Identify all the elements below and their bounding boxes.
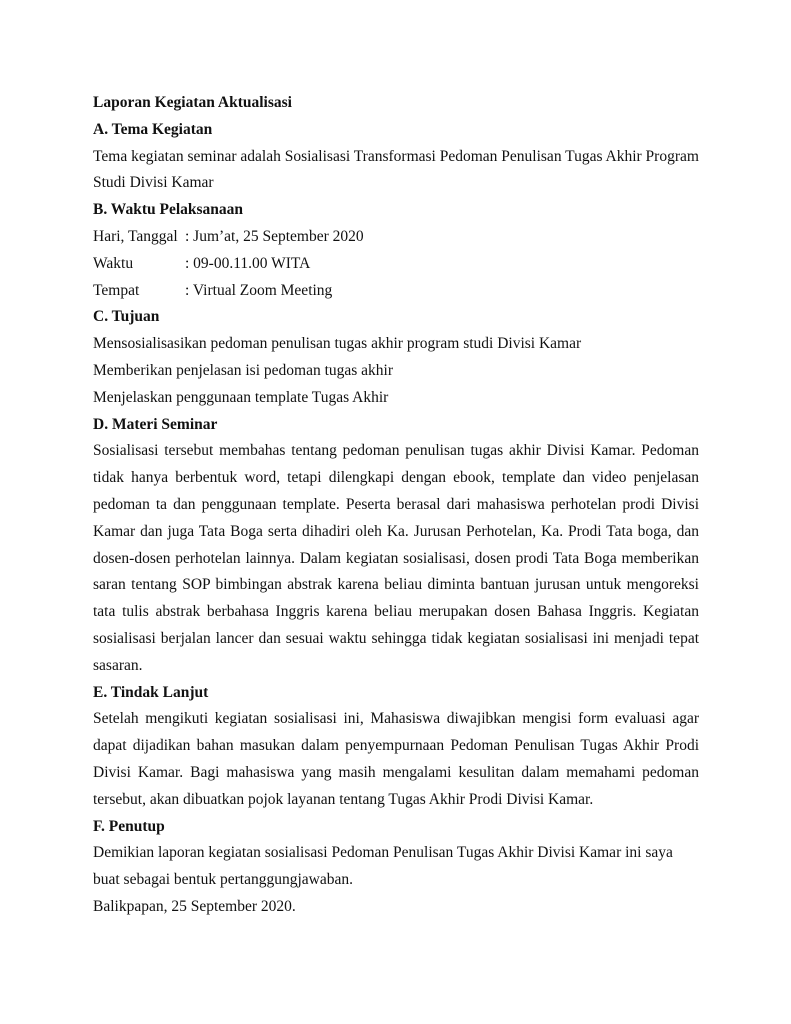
section-e-heading: E. Tindak Lanjut — [93, 683, 209, 701]
section-b-heading: B. Waktu Pelaksanaan — [93, 201, 244, 219]
document-page — [93, 90, 699, 921]
schedule-row-time — [93, 251, 699, 278]
schedule-label: Tempat — [93, 281, 140, 299]
document-title: Laporan Kegiatan Aktualisasi — [93, 94, 292, 111]
schedule-label: Hari, Tanggal — [93, 227, 178, 245]
schedule-value: : Virtual Zoom Meeting — [185, 281, 333, 299]
section-a-body: Tema kegiatan seminar adalah Sosialisasi Transformasi Pedoman Penulisan Tugas Akhir Program Studi Divisi Kamar — [93, 147, 699, 192]
section-a-heading: A. Tema Kegiatan — [93, 120, 213, 138]
section-e-body: Setelah mengikuti kegiatan sosialisasi ini, Mahasiswa diwajibkan mengisi form evaluasi agar dapat dijadikan bahan masukan dalam penyempurnaan Pedoman Penulisan Tugas Akhir Prodi Divisi Kamar. Bagi mahasiswa yang masih mengalami kesulitan dalam memahami pedoman tersebut, akan dibuatkan pojok layanan tentang Tugas Akhir Prodi Divisi Kamar. — [93, 710, 699, 808]
schedule-value: : 09-00.11.00 WITA — [185, 254, 311, 272]
schedule-row-date — [93, 224, 699, 251]
objective-item: Mensosialisasikan pedoman penulisan tugas akhir program studi Divisi Kamar — [93, 335, 582, 353]
place-date: Balikpapan, 25 September 2020. — [93, 897, 296, 915]
objective-item: Memberikan penjelasan isi pedoman tugas akhir — [93, 361, 394, 379]
section-f-heading: F. Penutup — [93, 817, 165, 835]
schedule-row-place — [93, 278, 699, 305]
schedule-value: : Jum’at, 25 September 2020 — [185, 227, 364, 245]
schedule-label: Waktu — [93, 254, 134, 272]
section-d-body: Sosialisasi tersebut membahas tentang pedoman penulisan tugas akhir Divisi Kamar. Pedoman tidak hanya berbentuk word, tetapi dilengkapi dengan ebook, template dan video penjelasan pedoman ta dan penggunaan template. Peserta berasal dari mahasiswa perhotelan prodi Divisi Kamar dan juga Tata Boga serta dihadiri oleh Ka. Jurusan Perhotelan, Ka. Prodi Tata boga, dan dosen-dosen perhotelan lainnya. Dalam kegiatan sosialisasi, dosen prodi Tata Boga memberikan saran tentang SOP bimbingan abstrak karena beliau diminta bantuan jurusan untuk mengoreksi tata tulis abstrak berbahasa Inggris karena beliau merupakan dosen Bahasa Inggris. Kegiatan sosialisasi berjalan lancer dan sesuai waktu sehingga tidak kegiatan sosialisasi ini menjadi tepat sasaran. — [93, 442, 699, 674]
section-c-heading: C. Tujuan — [93, 308, 160, 326]
section-d-heading: D. Materi Seminar — [93, 415, 218, 433]
objective-item: Menjelaskan penggunaan template Tugas Akhir — [93, 388, 389, 406]
section-f-body: Demikian laporan kegiatan sosialisasi Pedoman Penulisan Tugas Akhir Divisi Kamar ini saya buat sebagai bentuk pertanggungjawaban. — [93, 844, 673, 889]
